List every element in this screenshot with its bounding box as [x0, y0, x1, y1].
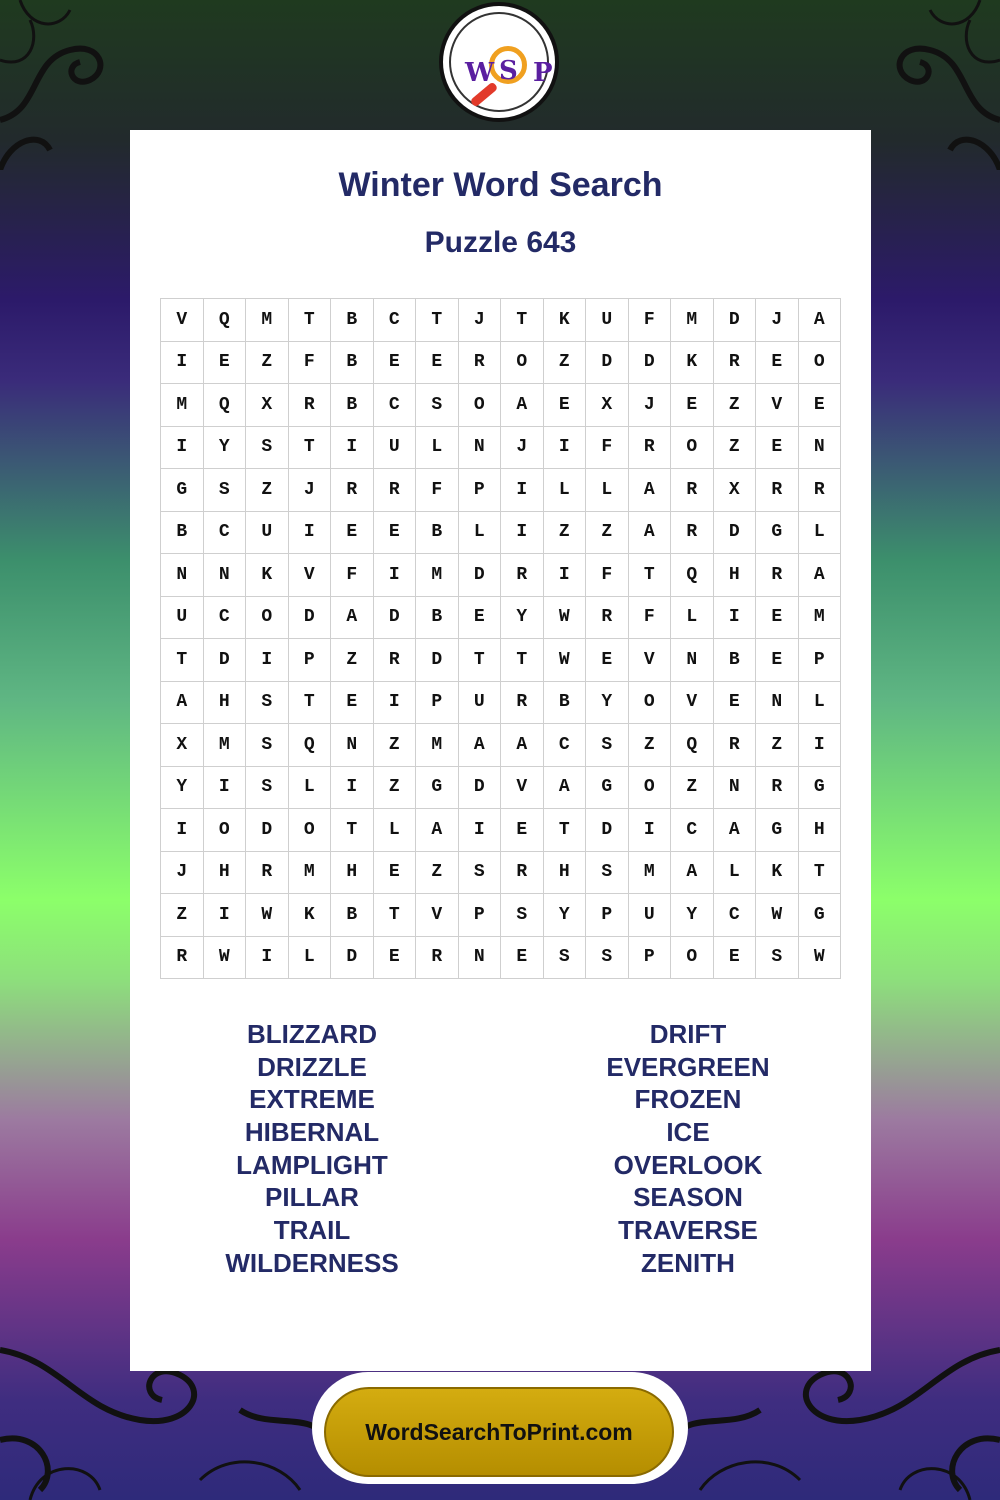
- grid-cell[interactable]: S: [204, 469, 247, 512]
- grid-cell[interactable]: A: [629, 512, 672, 555]
- grid-cell[interactable]: M: [416, 724, 459, 767]
- grid-cell[interactable]: E: [586, 639, 629, 682]
- grid-cell[interactable]: F: [586, 427, 629, 470]
- grid-cell[interactable]: L: [289, 767, 332, 810]
- grid-cell[interactable]: G: [799, 767, 842, 810]
- grid-cell[interactable]: E: [331, 512, 374, 555]
- grid-cell[interactable]: L: [586, 469, 629, 512]
- grid-cell[interactable]: R: [501, 852, 544, 895]
- grid-cell[interactable]: K: [671, 342, 714, 385]
- grid-cell[interactable]: F: [289, 342, 332, 385]
- grid-cell[interactable]: G: [416, 767, 459, 810]
- grid-cell[interactable]: B: [416, 597, 459, 640]
- grid-cell[interactable]: U: [586, 299, 629, 342]
- grid-cell[interactable]: C: [374, 384, 417, 427]
- grid-cell[interactable]: H: [544, 852, 587, 895]
- grid-cell[interactable]: V: [671, 682, 714, 725]
- grid-cell[interactable]: O: [671, 937, 714, 980]
- grid-cell[interactable]: F: [586, 554, 629, 597]
- grid-cell[interactable]: I: [544, 554, 587, 597]
- grid-cell[interactable]: D: [459, 767, 502, 810]
- grid-cell[interactable]: E: [459, 597, 502, 640]
- grid-cell[interactable]: H: [714, 554, 757, 597]
- grid-cell[interactable]: I: [331, 767, 374, 810]
- word-list-item: ICE: [666, 1117, 710, 1148]
- word-list-left: [162, 1018, 462, 1280]
- grid-cell[interactable]: D: [586, 809, 629, 852]
- puzzle-title: Winter Word Search: [338, 166, 663, 204]
- grid-cell[interactable]: T: [374, 894, 417, 937]
- grid-cell[interactable]: R: [501, 682, 544, 725]
- grid-cell[interactable]: W: [799, 937, 842, 980]
- grid-cell[interactable]: A: [671, 852, 714, 895]
- grid-cell[interactable]: M: [416, 554, 459, 597]
- grid-cell[interactable]: M: [629, 852, 672, 895]
- grid-cell[interactable]: B: [544, 682, 587, 725]
- grid-cell[interactable]: G: [161, 469, 204, 512]
- grid-cell[interactable]: W: [204, 937, 247, 980]
- grid-cell[interactable]: O: [289, 809, 332, 852]
- word-list-item: OVERLOOK: [613, 1149, 763, 1180]
- grid-cell[interactable]: O: [459, 384, 502, 427]
- grid-cell[interactable]: O: [246, 597, 289, 640]
- grid-cell[interactable]: D: [374, 597, 417, 640]
- logo-letter-s: S: [499, 56, 518, 86]
- grid-cell[interactable]: Q: [289, 724, 332, 767]
- grid-cell[interactable]: T: [289, 427, 332, 470]
- grid-cell[interactable]: Z: [331, 639, 374, 682]
- grid-cell[interactable]: T: [289, 299, 332, 342]
- grid-cell[interactable]: T: [501, 639, 544, 682]
- grid-cell[interactable]: S: [501, 894, 544, 937]
- grid-cell[interactable]: T: [331, 809, 374, 852]
- grid-cell[interactable]: R: [246, 852, 289, 895]
- grid-cell[interactable]: S: [586, 724, 629, 767]
- grid-cell[interactable]: A: [161, 682, 204, 725]
- grid-cell[interactable]: B: [331, 299, 374, 342]
- grid-cell[interactable]: I: [246, 639, 289, 682]
- grid-cell[interactable]: D: [331, 937, 374, 980]
- grid-cell[interactable]: W: [544, 639, 587, 682]
- grid-cell[interactable]: N: [204, 554, 247, 597]
- grid-cell[interactable]: L: [374, 809, 417, 852]
- grid-cell[interactable]: X: [586, 384, 629, 427]
- grid-cell[interactable]: R: [501, 554, 544, 597]
- grid-cell[interactable]: O: [629, 682, 672, 725]
- grid-cell[interactable]: S: [246, 427, 289, 470]
- grid-cell[interactable]: R: [161, 937, 204, 980]
- grid-cell[interactable]: A: [416, 809, 459, 852]
- grid-cell[interactable]: A: [544, 767, 587, 810]
- grid-cell[interactable]: E: [331, 682, 374, 725]
- logo-letter-w: W: [465, 58, 495, 88]
- grid-cell[interactable]: F: [629, 597, 672, 640]
- grid-cell[interactable]: R: [629, 427, 672, 470]
- grid-cell[interactable]: T: [161, 639, 204, 682]
- site-link-button[interactable]: [324, 1387, 674, 1477]
- grid-cell[interactable]: G: [756, 809, 799, 852]
- grid-cell[interactable]: T: [629, 554, 672, 597]
- grid-cell[interactable]: M: [246, 299, 289, 342]
- grid-cell[interactable]: Y: [204, 427, 247, 470]
- grid-cell[interactable]: W: [246, 894, 289, 937]
- grid-cell[interactable]: R: [289, 384, 332, 427]
- grid-cell[interactable]: N: [459, 937, 502, 980]
- word-list-item: HIBERNAL: [244, 1117, 380, 1148]
- grid-cell[interactable]: C: [204, 512, 247, 555]
- grid-cell[interactable]: Z: [161, 894, 204, 937]
- grid-cell[interactable]: R: [714, 724, 757, 767]
- grid-cell[interactable]: E: [799, 384, 842, 427]
- grid-cell[interactable]: E: [374, 937, 417, 980]
- grid-cell[interactable]: H: [204, 852, 247, 895]
- grid-cell[interactable]: B: [331, 894, 374, 937]
- grid-cell[interactable]: M: [289, 852, 332, 895]
- word-list-item: FROZEN: [634, 1084, 742, 1115]
- grid-cell[interactable]: I: [501, 512, 544, 555]
- grid-cell[interactable]: I: [289, 512, 332, 555]
- grid-cell[interactable]: F: [629, 299, 672, 342]
- grid-cell[interactable]: H: [799, 809, 842, 852]
- grid-cell[interactable]: Z: [544, 512, 587, 555]
- grid-cell[interactable]: G: [756, 512, 799, 555]
- grid-cell[interactable]: U: [374, 427, 417, 470]
- word-list-item: TRAVERSE: [618, 1215, 758, 1246]
- grid-cell[interactable]: O: [799, 342, 842, 385]
- grid-cell[interactable]: A: [331, 597, 374, 640]
- grid-cell[interactable]: Q: [204, 299, 247, 342]
- grid-cell[interactable]: D: [714, 512, 757, 555]
- grid-cell[interactable]: A: [629, 469, 672, 512]
- grid-cell[interactable]: B: [161, 512, 204, 555]
- grid-cell[interactable]: T: [799, 852, 842, 895]
- grid-cell[interactable]: J: [289, 469, 332, 512]
- grid-cell[interactable]: L: [416, 427, 459, 470]
- grid-cell[interactable]: Y: [544, 894, 587, 937]
- grid-cell[interactable]: V: [629, 639, 672, 682]
- grid-cell[interactable]: Z: [586, 512, 629, 555]
- grid-cell[interactable]: N: [161, 554, 204, 597]
- grid-cell[interactable]: E: [204, 342, 247, 385]
- grid-cell[interactable]: J: [459, 299, 502, 342]
- grid-cell[interactable]: E: [416, 342, 459, 385]
- grid-cell[interactable]: K: [246, 554, 289, 597]
- grid-cell[interactable]: E: [374, 512, 417, 555]
- grid-cell[interactable]: I: [544, 427, 587, 470]
- grid-cell[interactable]: R: [756, 469, 799, 512]
- grid-cell[interactable]: Z: [416, 852, 459, 895]
- grid-cell[interactable]: A: [501, 724, 544, 767]
- grid-cell[interactable]: A: [714, 809, 757, 852]
- grid-cell[interactable]: E: [374, 342, 417, 385]
- grid-cell[interactable]: Z: [374, 724, 417, 767]
- grid-cell[interactable]: E: [544, 384, 587, 427]
- grid-cell[interactable]: J: [161, 852, 204, 895]
- footer-badge: [312, 1372, 688, 1484]
- grid-cell[interactable]: B: [331, 342, 374, 385]
- grid-cell[interactable]: C: [671, 809, 714, 852]
- grid-cell[interactable]: I: [714, 597, 757, 640]
- grid-cell[interactable]: I: [459, 809, 502, 852]
- word-list-right: [538, 1018, 838, 1280]
- grid-cell[interactable]: A: [799, 299, 842, 342]
- grid-cell[interactable]: N: [756, 682, 799, 725]
- grid-cell[interactable]: T: [544, 809, 587, 852]
- grid-cell[interactable]: D: [416, 639, 459, 682]
- word-list-item: LAMPLIGHT: [236, 1149, 388, 1180]
- puzzle-card: [130, 130, 871, 1371]
- grid-cell[interactable]: L: [799, 682, 842, 725]
- grid-cell[interactable]: A: [501, 384, 544, 427]
- grid-cell[interactable]: T: [416, 299, 459, 342]
- grid-cell[interactable]: I: [204, 894, 247, 937]
- word-list-item: BLIZZARD: [247, 1019, 377, 1049]
- grid-cell[interactable]: L: [459, 512, 502, 555]
- grid-cell[interactable]: P: [459, 894, 502, 937]
- grid-cell[interactable]: S: [586, 852, 629, 895]
- grid-cell[interactable]: V: [161, 299, 204, 342]
- grid-cell[interactable]: J: [629, 384, 672, 427]
- grid-cell[interactable]: E: [374, 852, 417, 895]
- grid-cell[interactable]: E: [714, 937, 757, 980]
- puzzle-number: Puzzle 643: [424, 226, 577, 259]
- grid-cell[interactable]: T: [459, 639, 502, 682]
- grid-cell[interactable]: I: [501, 469, 544, 512]
- grid-cell[interactable]: Z: [374, 767, 417, 810]
- word-list-item: SEASON: [633, 1182, 743, 1213]
- word-list-item: ZENITH: [641, 1247, 735, 1278]
- grid-cell[interactable]: O: [204, 809, 247, 852]
- site-link-text: WordSearchToPrint.com: [365, 1418, 633, 1445]
- grid-cell[interactable]: W: [544, 597, 587, 640]
- grid-cell[interactable]: I: [161, 809, 204, 852]
- grid-cell[interactable]: N: [714, 767, 757, 810]
- grid-cell[interactable]: H: [331, 852, 374, 895]
- grid-cell[interactable]: R: [459, 342, 502, 385]
- logo-letter-p: P: [533, 58, 553, 88]
- grid-cell[interactable]: Q: [671, 554, 714, 597]
- grid-cell[interactable]: Y: [161, 767, 204, 810]
- grid-cell[interactable]: L: [671, 597, 714, 640]
- grid-cell[interactable]: D: [586, 342, 629, 385]
- grid-cell[interactable]: F: [416, 469, 459, 512]
- grid-cell[interactable]: O: [671, 427, 714, 470]
- grid-cell[interactable]: Z: [544, 342, 587, 385]
- grid-cell[interactable]: V: [289, 554, 332, 597]
- grid-cell[interactable]: Z: [246, 342, 289, 385]
- grid-cell[interactable]: D: [714, 299, 757, 342]
- grid-cell[interactable]: I: [331, 427, 374, 470]
- word-list-item: DRIFT: [649, 1019, 727, 1049]
- grid-cell[interactable]: I: [161, 342, 204, 385]
- grid-cell[interactable]: P: [289, 639, 332, 682]
- grid-cell[interactable]: K: [544, 299, 587, 342]
- grid-cell[interactable]: E: [501, 809, 544, 852]
- grid-cell[interactable]: N: [459, 427, 502, 470]
- grid-cell[interactable]: M: [799, 597, 842, 640]
- grid-cell[interactable]: E: [671, 384, 714, 427]
- grid-cell[interactable]: E: [756, 342, 799, 385]
- grid-cell[interactable]: I: [374, 554, 417, 597]
- grid-cell[interactable]: N: [331, 724, 374, 767]
- grid-cell[interactable]: P: [629, 937, 672, 980]
- grid-cell[interactable]: C: [544, 724, 587, 767]
- grid-cell[interactable]: E: [756, 639, 799, 682]
- grid-cell[interactable]: X: [246, 384, 289, 427]
- letter-grid: [160, 298, 841, 979]
- grid-cell[interactable]: R: [756, 554, 799, 597]
- site-logo[interactable]: [439, 2, 559, 122]
- grid-cell[interactable]: B: [416, 512, 459, 555]
- grid-cell[interactable]: S: [756, 937, 799, 980]
- grid-cell[interactable]: V: [416, 894, 459, 937]
- grid-cell[interactable]: P: [459, 469, 502, 512]
- grid-cell[interactable]: L: [544, 469, 587, 512]
- grid-cell[interactable]: J: [756, 299, 799, 342]
- grid-cell[interactable]: Z: [714, 384, 757, 427]
- grid-cell[interactable]: D: [204, 639, 247, 682]
- grid-cell[interactable]: A: [459, 724, 502, 767]
- grid-cell[interactable]: I: [374, 682, 417, 725]
- grid-cell[interactable]: Y: [671, 894, 714, 937]
- grid-cell[interactable]: W: [756, 894, 799, 937]
- grid-cell[interactable]: Z: [671, 767, 714, 810]
- grid-cell[interactable]: L: [289, 937, 332, 980]
- grid-cell[interactable]: I: [204, 767, 247, 810]
- grid-cell[interactable]: C: [374, 299, 417, 342]
- grid-cell[interactable]: D: [629, 342, 672, 385]
- grid-cell[interactable]: C: [204, 597, 247, 640]
- grid-cell[interactable]: Q: [204, 384, 247, 427]
- grid-cell[interactable]: N: [799, 427, 842, 470]
- grid-cell[interactable]: R: [374, 469, 417, 512]
- grid-cell[interactable]: X: [161, 724, 204, 767]
- grid-cell[interactable]: L: [799, 512, 842, 555]
- grid-cell[interactable]: A: [799, 554, 842, 597]
- grid-cell[interactable]: C: [714, 894, 757, 937]
- grid-cell[interactable]: N: [671, 639, 714, 682]
- grid-cell[interactable]: E: [756, 597, 799, 640]
- grid-cell[interactable]: E: [714, 682, 757, 725]
- grid-cell[interactable]: O: [629, 767, 672, 810]
- grid-cell[interactable]: S: [586, 937, 629, 980]
- word-list-item: PILLAR: [265, 1182, 359, 1213]
- word-list-item: DRIZZLE: [257, 1051, 367, 1082]
- grid-cell[interactable]: U: [246, 512, 289, 555]
- grid-cell[interactable]: R: [671, 512, 714, 555]
- grid-cell[interactable]: B: [331, 384, 374, 427]
- grid-cell[interactable]: T: [289, 682, 332, 725]
- grid-cell[interactable]: V: [756, 384, 799, 427]
- grid-cell[interactable]: Z: [756, 724, 799, 767]
- grid-cell[interactable]: I: [246, 937, 289, 980]
- grid-cell[interactable]: I: [799, 724, 842, 767]
- grid-cell[interactable]: R: [374, 639, 417, 682]
- grid-cell[interactable]: Z: [714, 427, 757, 470]
- grid-cell[interactable]: E: [501, 937, 544, 980]
- grid-cell[interactable]: H: [204, 682, 247, 725]
- grid-cell[interactable]: O: [501, 342, 544, 385]
- grid-cell[interactable]: I: [629, 809, 672, 852]
- grid-cell[interactable]: I: [161, 427, 204, 470]
- grid-cell[interactable]: Z: [629, 724, 672, 767]
- grid-cell[interactable]: M: [204, 724, 247, 767]
- word-list-item: EVERGREEN: [606, 1051, 770, 1082]
- grid-cell[interactable]: R: [331, 469, 374, 512]
- grid-cell[interactable]: L: [714, 852, 757, 895]
- grid-cell[interactable]: M: [161, 384, 204, 427]
- grid-cell[interactable]: Y: [501, 597, 544, 640]
- grid-cell[interactable]: V: [501, 767, 544, 810]
- grid-cell[interactable]: Z: [246, 469, 289, 512]
- grid-cell[interactable]: J: [501, 427, 544, 470]
- grid-cell[interactable]: R: [799, 469, 842, 512]
- grid-cell[interactable]: S: [459, 852, 502, 895]
- grid-cell[interactable]: D: [289, 597, 332, 640]
- grid-cell[interactable]: R: [756, 767, 799, 810]
- grid-cell[interactable]: P: [586, 894, 629, 937]
- grid-cell[interactable]: U: [161, 597, 204, 640]
- grid-cell[interactable]: S: [246, 767, 289, 810]
- grid-cell[interactable]: K: [289, 894, 332, 937]
- grid-cell[interactable]: G: [799, 894, 842, 937]
- grid-cell[interactable]: U: [629, 894, 672, 937]
- grid-cell[interactable]: S: [544, 937, 587, 980]
- grid-cell[interactable]: R: [671, 469, 714, 512]
- grid-cell[interactable]: M: [671, 299, 714, 342]
- word-list-item: TRAIL: [273, 1215, 351, 1246]
- grid-cell[interactable]: S: [416, 384, 459, 427]
- grid-cell[interactable]: R: [714, 342, 757, 385]
- grid-cell[interactable]: K: [756, 852, 799, 895]
- grid-cell[interactable]: P: [416, 682, 459, 725]
- grid-cell[interactable]: B: [714, 639, 757, 682]
- grid-cell[interactable]: S: [246, 682, 289, 725]
- grid-cell[interactable]: E: [756, 427, 799, 470]
- grid-cell[interactable]: Q: [671, 724, 714, 767]
- word-list-item: WILDERNESS: [225, 1247, 399, 1278]
- grid-cell[interactable]: X: [714, 469, 757, 512]
- grid-cell[interactable]: Y: [586, 682, 629, 725]
- grid-cell[interactable]: F: [331, 554, 374, 597]
- grid-cell[interactable]: D: [246, 809, 289, 852]
- word-list-item: EXTREME: [249, 1084, 375, 1115]
- grid-cell[interactable]: R: [586, 597, 629, 640]
- grid-cell[interactable]: S: [246, 724, 289, 767]
- grid-cell[interactable]: D: [459, 554, 502, 597]
- grid-cell[interactable]: T: [501, 299, 544, 342]
- grid-cell[interactable]: G: [586, 767, 629, 810]
- grid-cell[interactable]: R: [416, 937, 459, 980]
- grid-cell[interactable]: U: [459, 682, 502, 725]
- grid-cell[interactable]: P: [799, 639, 842, 682]
